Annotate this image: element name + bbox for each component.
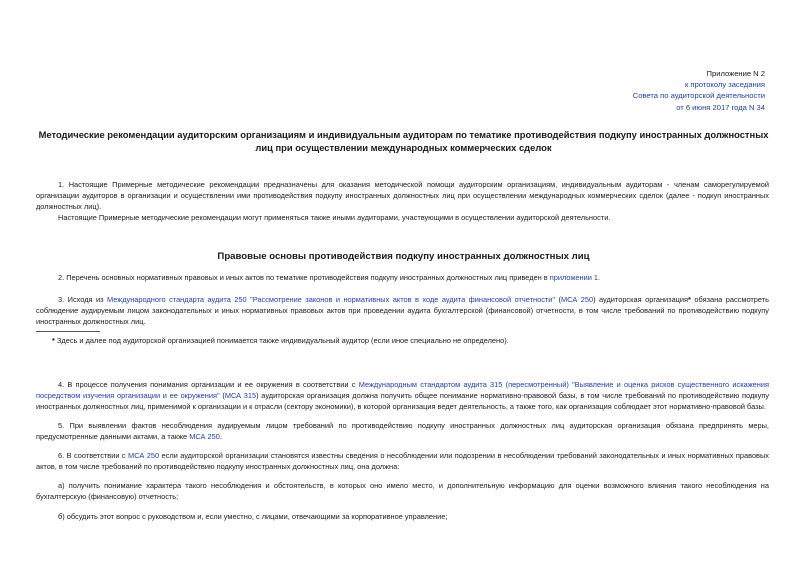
p6-text-before: 5. При выявлении фактов несоблюдения аудируемым лицом требований по противодействию подкупу иностранных должностных лиц аудиторская организация обязана предпринять меры, предусмотренные данными актами, а также bbox=[36, 421, 769, 441]
p4-text-mid: ( bbox=[555, 295, 561, 304]
appendix-number: Приложение N 2 bbox=[706, 69, 765, 78]
paragraph-1: 1. Настоящие Примерные методические рекомендации предназначены для оказания методической помощи аудиторским организациям, индивидуальным аудиторам - членам саморегулируемой организации аудиторов в организации и осуществлении ими противодействия подкупу иностранных должностных лиц при осуществлении международных коммерческих сделок (далее - подкуп иностранных должностных лиц). bbox=[36, 180, 769, 211]
p3-text-after: . bbox=[598, 273, 601, 282]
p5-text-mid: ( bbox=[219, 390, 225, 400]
isa-315-link[interactable]: МСА 315 bbox=[224, 390, 257, 400]
paragraph-5 bbox=[36, 380, 769, 413]
footnote bbox=[52, 336, 769, 347]
footnote-mark: * bbox=[52, 336, 55, 345]
p7-text-after: если аудиторской организации становятся известны сведения о несоблюдении или подозрении в несоблюдении требований законодательных и иных нормативных правовых актов, в том числе требований по противодействию подкупу иностранных должностных лиц, она должна: bbox=[36, 451, 769, 471]
footnote-divider bbox=[36, 331, 100, 332]
p4-text-before: 3. Исходя из bbox=[58, 295, 107, 304]
p7-text-before: 6. В соответствии с bbox=[58, 451, 129, 460]
p4-text-mid2: ) аудиторская организация bbox=[593, 295, 689, 304]
footnote-ref[interactable]: * bbox=[688, 295, 691, 304]
paragraph-4 bbox=[36, 295, 769, 328]
p6-text-after: . bbox=[219, 431, 222, 441]
appendix-1-link[interactable]: приложении 1 bbox=[549, 273, 599, 282]
paragraph-2: Настоящие Примерные методические рекомендации могут применяться также иными аудиторами, участвующими в осуществлении аудиторской деятельности. bbox=[58, 213, 611, 222]
isa-315-full-link[interactable]: Международным стандартом аудита 315 (пересмотренный) "Выявление и оценка рисков существенного искажения посредством изучения организации и ее окружения" bbox=[36, 380, 769, 400]
p4-text-after: обязана рассмотреть соблюдение аудируемым лицом законодательных и иных нормативных правовых актов при проведении аудита бухгалтерской (финансовой) отчетности, в том числе требований по противодействию подкупу иностранных должностных лиц. bbox=[36, 295, 769, 326]
document-title: Методические рекомендации аудиторским организациям и индивидуальным аудиторам по тематике противодействия подкупу иностранных должностных лиц при осуществлении международных коммерческих сделок bbox=[38, 129, 769, 153]
p5-text-before: 4. В процессе получения понимания организации и ее окружения в соответствии с bbox=[58, 380, 359, 389]
paragraph-9: б) обсудить этот вопрос с руководством и, если уместно, с лицами, отвечающими за корпоративное управление; bbox=[58, 512, 448, 521]
paragraph-8: а) получить понимание характера такого несоблюдения и обстоятельств, в которых оно имело место, и дополнительную информацию для оценки возможного влияния такого несоблюдения на бухгалтерскую (финансовую) отчетность; bbox=[36, 481, 769, 501]
paragraph-6 bbox=[36, 421, 769, 443]
isa-250-link-3[interactable]: МСА 250 bbox=[128, 451, 160, 460]
appendix-date-link[interactable]: от 6 июня 2017 года N 34 bbox=[676, 102, 765, 112]
isa-250-link[interactable]: МСА 250 bbox=[561, 295, 594, 304]
footnote-text: Здесь и далее под аудиторской организацией понимается также индивидуальный аудитор (если иное специально не определено). bbox=[54, 336, 509, 345]
appendix-council-link[interactable]: Совета по аудиторской деятельности bbox=[632, 91, 765, 101]
isa-250-full-link[interactable]: Международного стандарта аудита 250 "Рассмотрение законов и нормативных актов в ходе аудита финансовой отчетности" bbox=[106, 295, 556, 304]
isa-250-link-2[interactable]: МСА 250 bbox=[189, 431, 220, 441]
paragraph-7 bbox=[36, 451, 769, 473]
appendix-protocol-link[interactable]: к протоколу заседания bbox=[684, 80, 765, 90]
p3-text-before: 2. Перечень основных нормативных правовых и иных актов по тематике противодействия подкупу иностранных должностных лиц приведен в bbox=[58, 273, 550, 282]
section-title: Правовые основы противодействия подкупу иностранных должностных лиц bbox=[217, 251, 590, 262]
paragraph-3 bbox=[36, 273, 769, 284]
p5-text-after: ) аудиторская организация должна получить общее понимание нормативно-правовой базы, в том числе требований по противодействию подкупу иностранных должностных лиц, применимой к организации и к отрасли (сектору экономики), в которой организация ведет деятельность, а также того, как организация соблюдает этот нормативно-правовой базы. bbox=[36, 390, 770, 411]
appendix-header bbox=[633, 68, 765, 113]
